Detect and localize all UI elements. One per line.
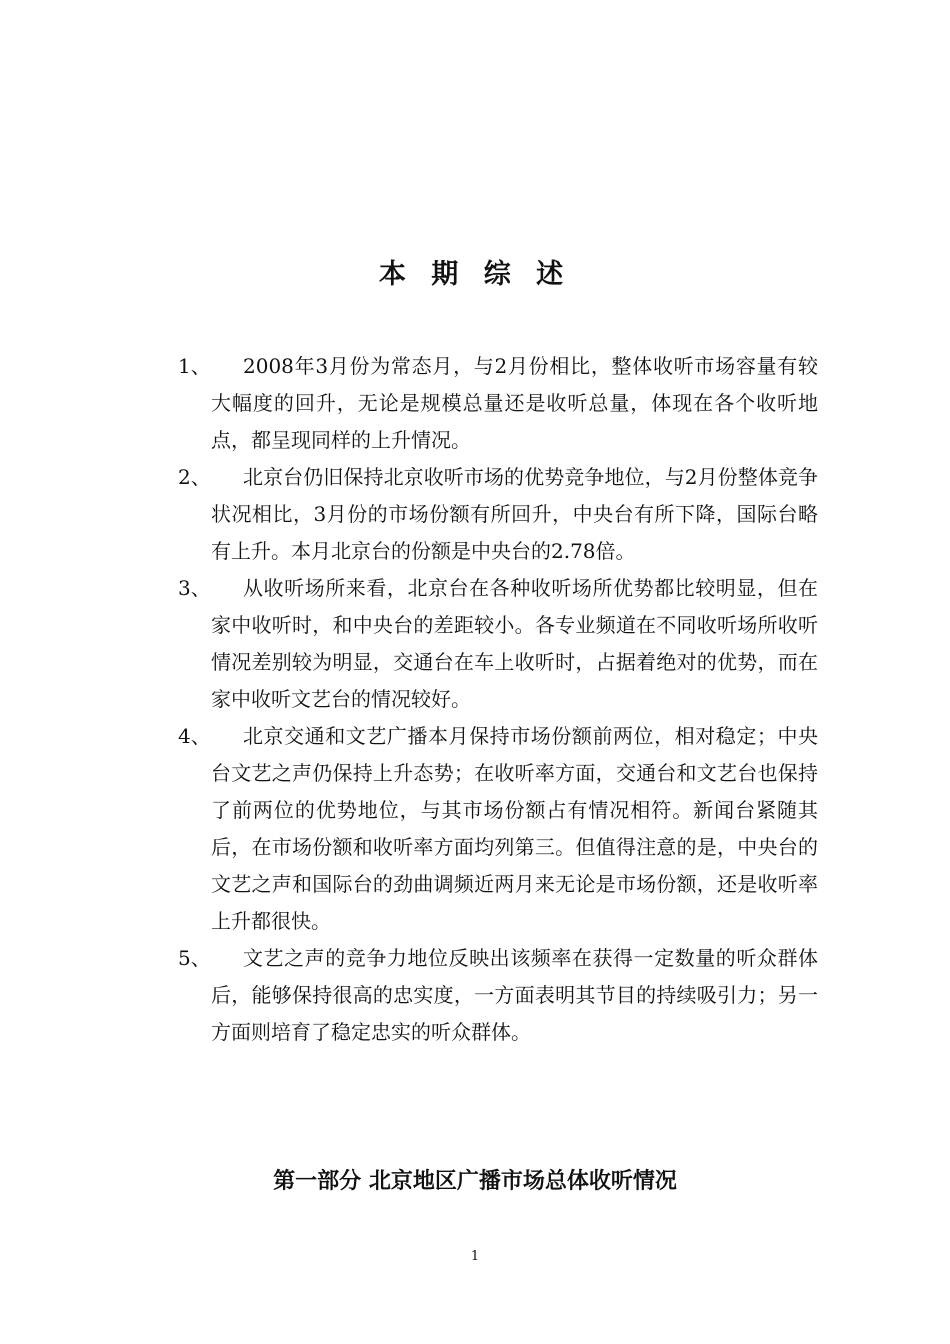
- section-heading: 第一部分 北京地区广播市场总体收听情况: [273, 1169, 677, 1194]
- item-number: 1、: [178, 354, 211, 378]
- item-text: 北京台仍旧保持北京收听市场的优势竞争地位，与2月份整体竞争状况相比，3月份的市场份额有所回升，中央台有所下降，国际台略有上升。本月北京台的份额是中央台的2.78倍。: [211, 465, 818, 563]
- item-text: 2008年3月份为常态月，与2月份相比，整体收听市场容量有较大幅度的回升，无论是规模总量还是收听总量，体现在各个收听地点，都呈现同样的上升情况。: [211, 354, 818, 452]
- list-item: [178, 459, 818, 570]
- item-number: 3、: [178, 576, 211, 600]
- item-number: 5、: [178, 946, 211, 970]
- summary-list: [178, 348, 818, 1051]
- item-text: 从收听场所来看，北京台在各种收听场所优势都比较明显，但在家中收听时，和中央台的差距较小。各专业频道在不同收听场所收听情况差别较为明显，交通台在车上收听时，占据着绝对的优势，而在家中收听文艺台的情况较好。: [211, 576, 818, 711]
- list-item: [178, 940, 818, 1051]
- page-title: 本 期 综 述: [378, 259, 572, 290]
- item-number: 2、: [178, 465, 211, 489]
- list-item: [178, 348, 818, 459]
- item-number: 4、: [178, 724, 211, 748]
- list-item: [178, 718, 818, 940]
- page-number: 1: [470, 1249, 480, 1264]
- list-item: [178, 570, 818, 718]
- item-text: 北京交通和文艺广播本月保持市场份额前两位，相对稳定；中央台文艺之声仍保持上升态势；在收听率方面，交通台和文艺台也保持了前两位的优势地位，与其市场份额占有情况相符。新闻台紧随其后，在市场份额和收听率方面均列第三。但值得注意的是，中央台的文艺之声和国际台的劲曲调频近两月来无论是市场份额，还是收听率上升都很快。: [211, 724, 818, 933]
- item-text: 文艺之声的竞争力地位反映出该频率在获得一定数量的听众群体后，能够保持很高的忠实度，一方面表明其节目的持续吸引力；另一方面则培育了稳定忠实的听众群体。: [211, 946, 818, 1044]
